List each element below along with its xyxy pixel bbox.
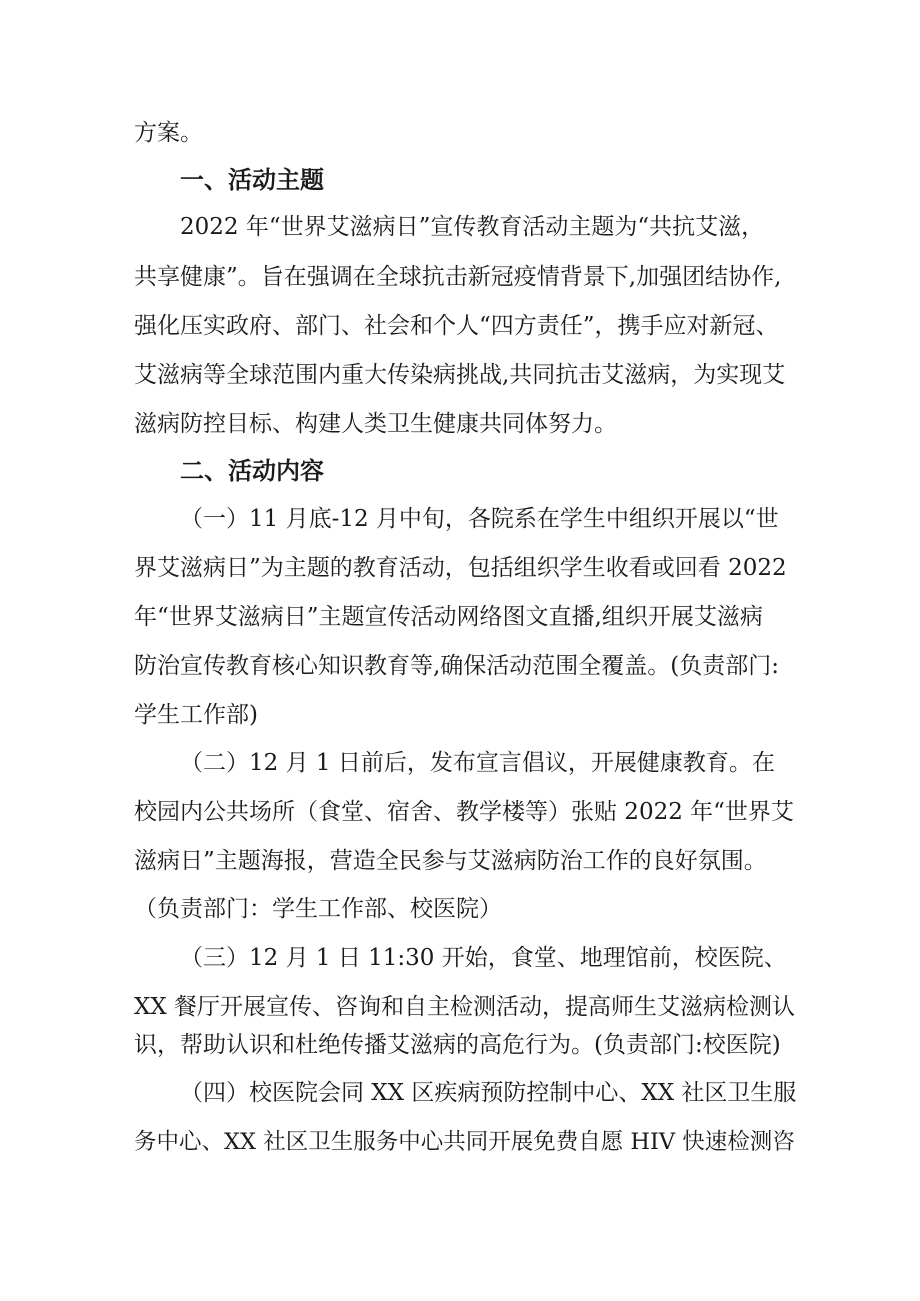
- text-line: （三）12 月 1 日 11:30 开始，食堂、地理馆前，校医院、: [180, 945, 787, 971]
- text-line: 学生工作部): [134, 702, 258, 728]
- text-line: （四）校医院会同 XX 区疾病预防控制中心、XX 社区卫生服: [180, 1080, 797, 1106]
- text-line: 防治宣传教育核心知识教育等,确保活动范围全覆盖。(负责部门:: [134, 653, 780, 679]
- text-line: 界艾滋病日”为主题的教育活动，包括组织学生收看或回看 2022: [134, 555, 787, 581]
- text-line: 识，帮助认识和杜绝传播艾滋病的高危行为。(负责部门:校医院): [134, 1032, 781, 1058]
- text-line: 方案。: [134, 120, 203, 146]
- text-line: 务中心、XX 社区卫生服务中心共同开展免费自愿 HIV 快速检测咨: [134, 1129, 795, 1155]
- text-line: 强化压实政府、部门、社会和个人“四方责任”，携手应对新冠、: [134, 313, 779, 339]
- text-line: （负责部门：学生工作部、校医院）: [134, 896, 502, 922]
- text-line: （一）11 月底-12 月中旬，各院系在学生中组织开展以“世: [180, 506, 779, 532]
- section-heading-content: 二、活动内容: [180, 457, 324, 485]
- text-line: 滋病防控目标、构建人类卫生健康共同体努力。: [134, 411, 617, 437]
- text-line: 滋病日”主题海报，营造全民参与艾滋病防治工作的良好氛围。: [134, 848, 767, 874]
- text-line: 年“世界艾滋病日”主题宣传活动网络图文直播,组织开展艾滋病: [134, 604, 763, 630]
- text-line: （二）12 月 1 日前后，发布宣言倡议，开展健康教育。在: [180, 750, 775, 776]
- section-heading-theme: 一、活动主题: [180, 166, 324, 194]
- text-line: XX 餐厅开展宣传、咨询和自主检测活动，提高师生艾滋病检测认: [134, 994, 796, 1020]
- text-line: 校园内公共场所（食堂、宿舍、教学楼等）张贴 2022 年“世界艾: [134, 799, 794, 825]
- text-line: 2022 年“世界艾滋病日”宣传教育活动主题为“共抗艾滋，: [180, 214, 765, 240]
- text-line: 艾滋病等全球范围内重大传染病挑战,共同抗击艾滋病，为实现艾: [134, 362, 786, 388]
- text-line: 共享健康”。旨在强调在全球抗击新冠疫情背景下,加强团结协作,: [134, 264, 782, 290]
